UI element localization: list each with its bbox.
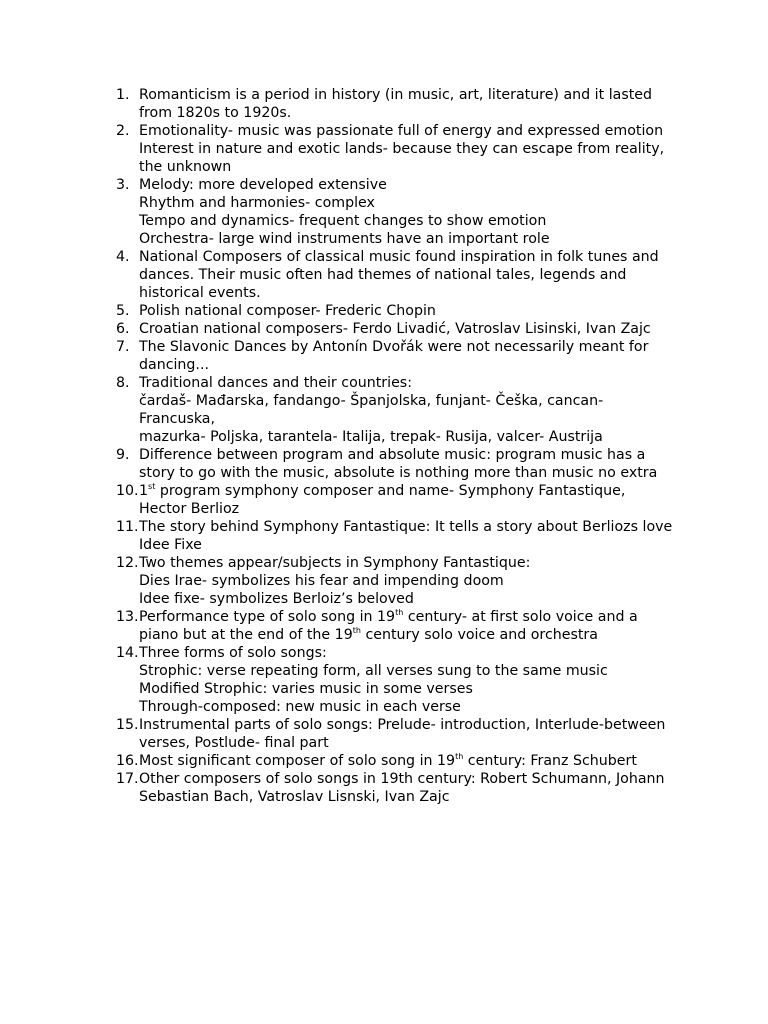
list-item-line: Modified Strophic: varies music in some verses: [139, 681, 473, 697]
list-item: [0, 518, 768, 554]
list-item-line: The Slavonic Dances by Antonín Dvořák were not necessarily meant for: [139, 339, 649, 355]
line-text: 1: [139, 483, 149, 499]
list-item-line: Rhythm and harmonies- complex: [139, 195, 375, 211]
list-item-number: 17.: [116, 771, 139, 787]
list-item-line: Sebastian Bach, Vatroslav Lisnski, Ivan Zajc: [139, 789, 450, 805]
list-item: [0, 176, 768, 248]
list-item-line: Instrumental parts of solo songs: Prelude- introduction, Interlude-between: [139, 717, 666, 733]
list-item: [0, 482, 768, 518]
list-item: [0, 608, 768, 644]
list-item-line: historical events.: [139, 285, 261, 301]
list-item-number: 5.: [116, 303, 130, 319]
list-item-line: Tempo and dynamics- frequent changes to show emotion: [139, 213, 547, 229]
list-item-line: Polish national composer- Frederic Chopin: [139, 303, 436, 319]
list-item-number: 1.: [116, 87, 130, 103]
list-item-line: [139, 482, 684, 500]
list-item-line: dancing...: [139, 357, 209, 373]
list-item-number: 15.: [116, 717, 139, 733]
ordinal-superscript: th: [395, 608, 404, 617]
list-item: [0, 302, 768, 320]
list-item-number: 2.: [116, 123, 130, 139]
list-item-line: Melody: more developed extensive: [139, 177, 387, 193]
list-item-line: [139, 752, 684, 770]
list-item-line: Through-composed: new music in each verse: [139, 699, 461, 715]
list-item-line: from 1820s to 1920s.: [139, 105, 292, 121]
line-text: Performance type of solo song in 19: [139, 609, 396, 625]
ordinal-superscript: th: [352, 626, 361, 635]
list-item-number: 4.: [116, 249, 130, 265]
list-item-number: 6.: [116, 321, 130, 337]
list-item-line: Croatian national composers- Ferdo Livadić, Vatroslav Lisinski, Ivan Zajc: [139, 321, 651, 337]
list-item: [0, 770, 768, 806]
list-item-line: verses, Postlude- final part: [139, 735, 329, 751]
line-text: piano but at the end of the 19: [139, 627, 353, 643]
list-item: [0, 122, 768, 176]
list-item-line: [139, 626, 684, 644]
list-item-line: čardaš- Mađarska, fandango- Španjolska, funjant- Češka, cancan-: [139, 393, 604, 409]
line-text: Most significant composer of solo song in 19: [139, 753, 456, 769]
list-item-line: Hector Berlioz: [139, 501, 240, 517]
list-item-line: Three forms of solo songs:: [139, 645, 327, 661]
list-item-number: 14.: [116, 645, 139, 661]
list-item-line: Emotionality- music was passionate full of energy and expressed emotion: [139, 123, 664, 139]
list-item-line: [139, 608, 684, 626]
list-item: [0, 446, 768, 482]
line-text: century solo voice and orchestra: [360, 627, 598, 643]
list-item: [0, 86, 768, 122]
list-item-number: 10.: [116, 483, 139, 499]
list-item-number: 11.: [116, 519, 139, 535]
line-text: century- at first solo voice and a: [403, 609, 638, 625]
list-item-number: 13.: [116, 609, 139, 625]
list-item: [0, 644, 768, 716]
list-item-number: 7.: [116, 339, 130, 355]
line-text: century: Franz Schubert: [463, 753, 637, 769]
list-item: [0, 716, 768, 752]
list-item-line: the unknown: [139, 159, 232, 175]
list-item-line: Dies Irae- symbolizes his fear and impending doom: [139, 573, 504, 589]
list-item-line: Francuska,: [139, 411, 216, 427]
list-item-line: Strophic: verse repeating form, all verses sung to the same music: [139, 663, 608, 679]
list-item: [0, 554, 768, 608]
list-item-number: 12.: [116, 555, 139, 571]
list-item-number: 16.: [116, 753, 139, 769]
list-item: [0, 320, 768, 338]
list-item-line: Orchestra- large wind instruments have an important role: [139, 231, 550, 247]
list-item-line: Two themes appear/subjects in Symphony Fantastique:: [139, 555, 531, 571]
list-item-number: 3.: [116, 177, 130, 193]
line-text: program symphony composer and name- Symphony Fantastique,: [155, 483, 626, 499]
ordinal-superscript: th: [455, 752, 464, 761]
list-item-line: Romanticism is a period in history (in music, art, literature) and it lasted: [139, 87, 653, 103]
list-item-line: The story behind Symphony Fantastique: It tells a story about Berliozs love: [139, 519, 673, 535]
list-item-line: Interest in nature and exotic lands- because they can escape from reality,: [139, 141, 665, 157]
list-item: [0, 752, 768, 770]
numbered-list: [0, 86, 768, 806]
list-item: [0, 338, 768, 374]
ordinal-superscript: st: [148, 482, 156, 491]
list-item-line: Difference between program and absolute music: program music has a: [139, 447, 646, 463]
list-item: [0, 248, 768, 302]
list-item: [0, 374, 768, 446]
list-item-number: 9.: [116, 447, 130, 463]
list-item-line: mazurka- Poljska, tarantela- Italija, trepak- Rusija, valcer- Austrija: [139, 429, 603, 445]
list-item-line: story to go with the music, absolute is nothing more than music no extra: [139, 465, 658, 481]
list-item-line: Idee Fixe: [139, 537, 202, 553]
list-item-line: Traditional dances and their countries:: [139, 375, 412, 391]
list-item-line: National Composers of classical music found inspiration in folk tunes and: [139, 249, 659, 265]
list-item-number: 8.: [116, 375, 130, 391]
list-item-line: Other composers of solo songs in 19th century: Robert Schumann, Johann: [139, 771, 665, 787]
list-item-line: dances. Their music often had themes of national tales, legends and: [139, 267, 627, 283]
list-item-line: Idee fixe- symbolizes Berloiz’s beloved: [139, 591, 414, 607]
